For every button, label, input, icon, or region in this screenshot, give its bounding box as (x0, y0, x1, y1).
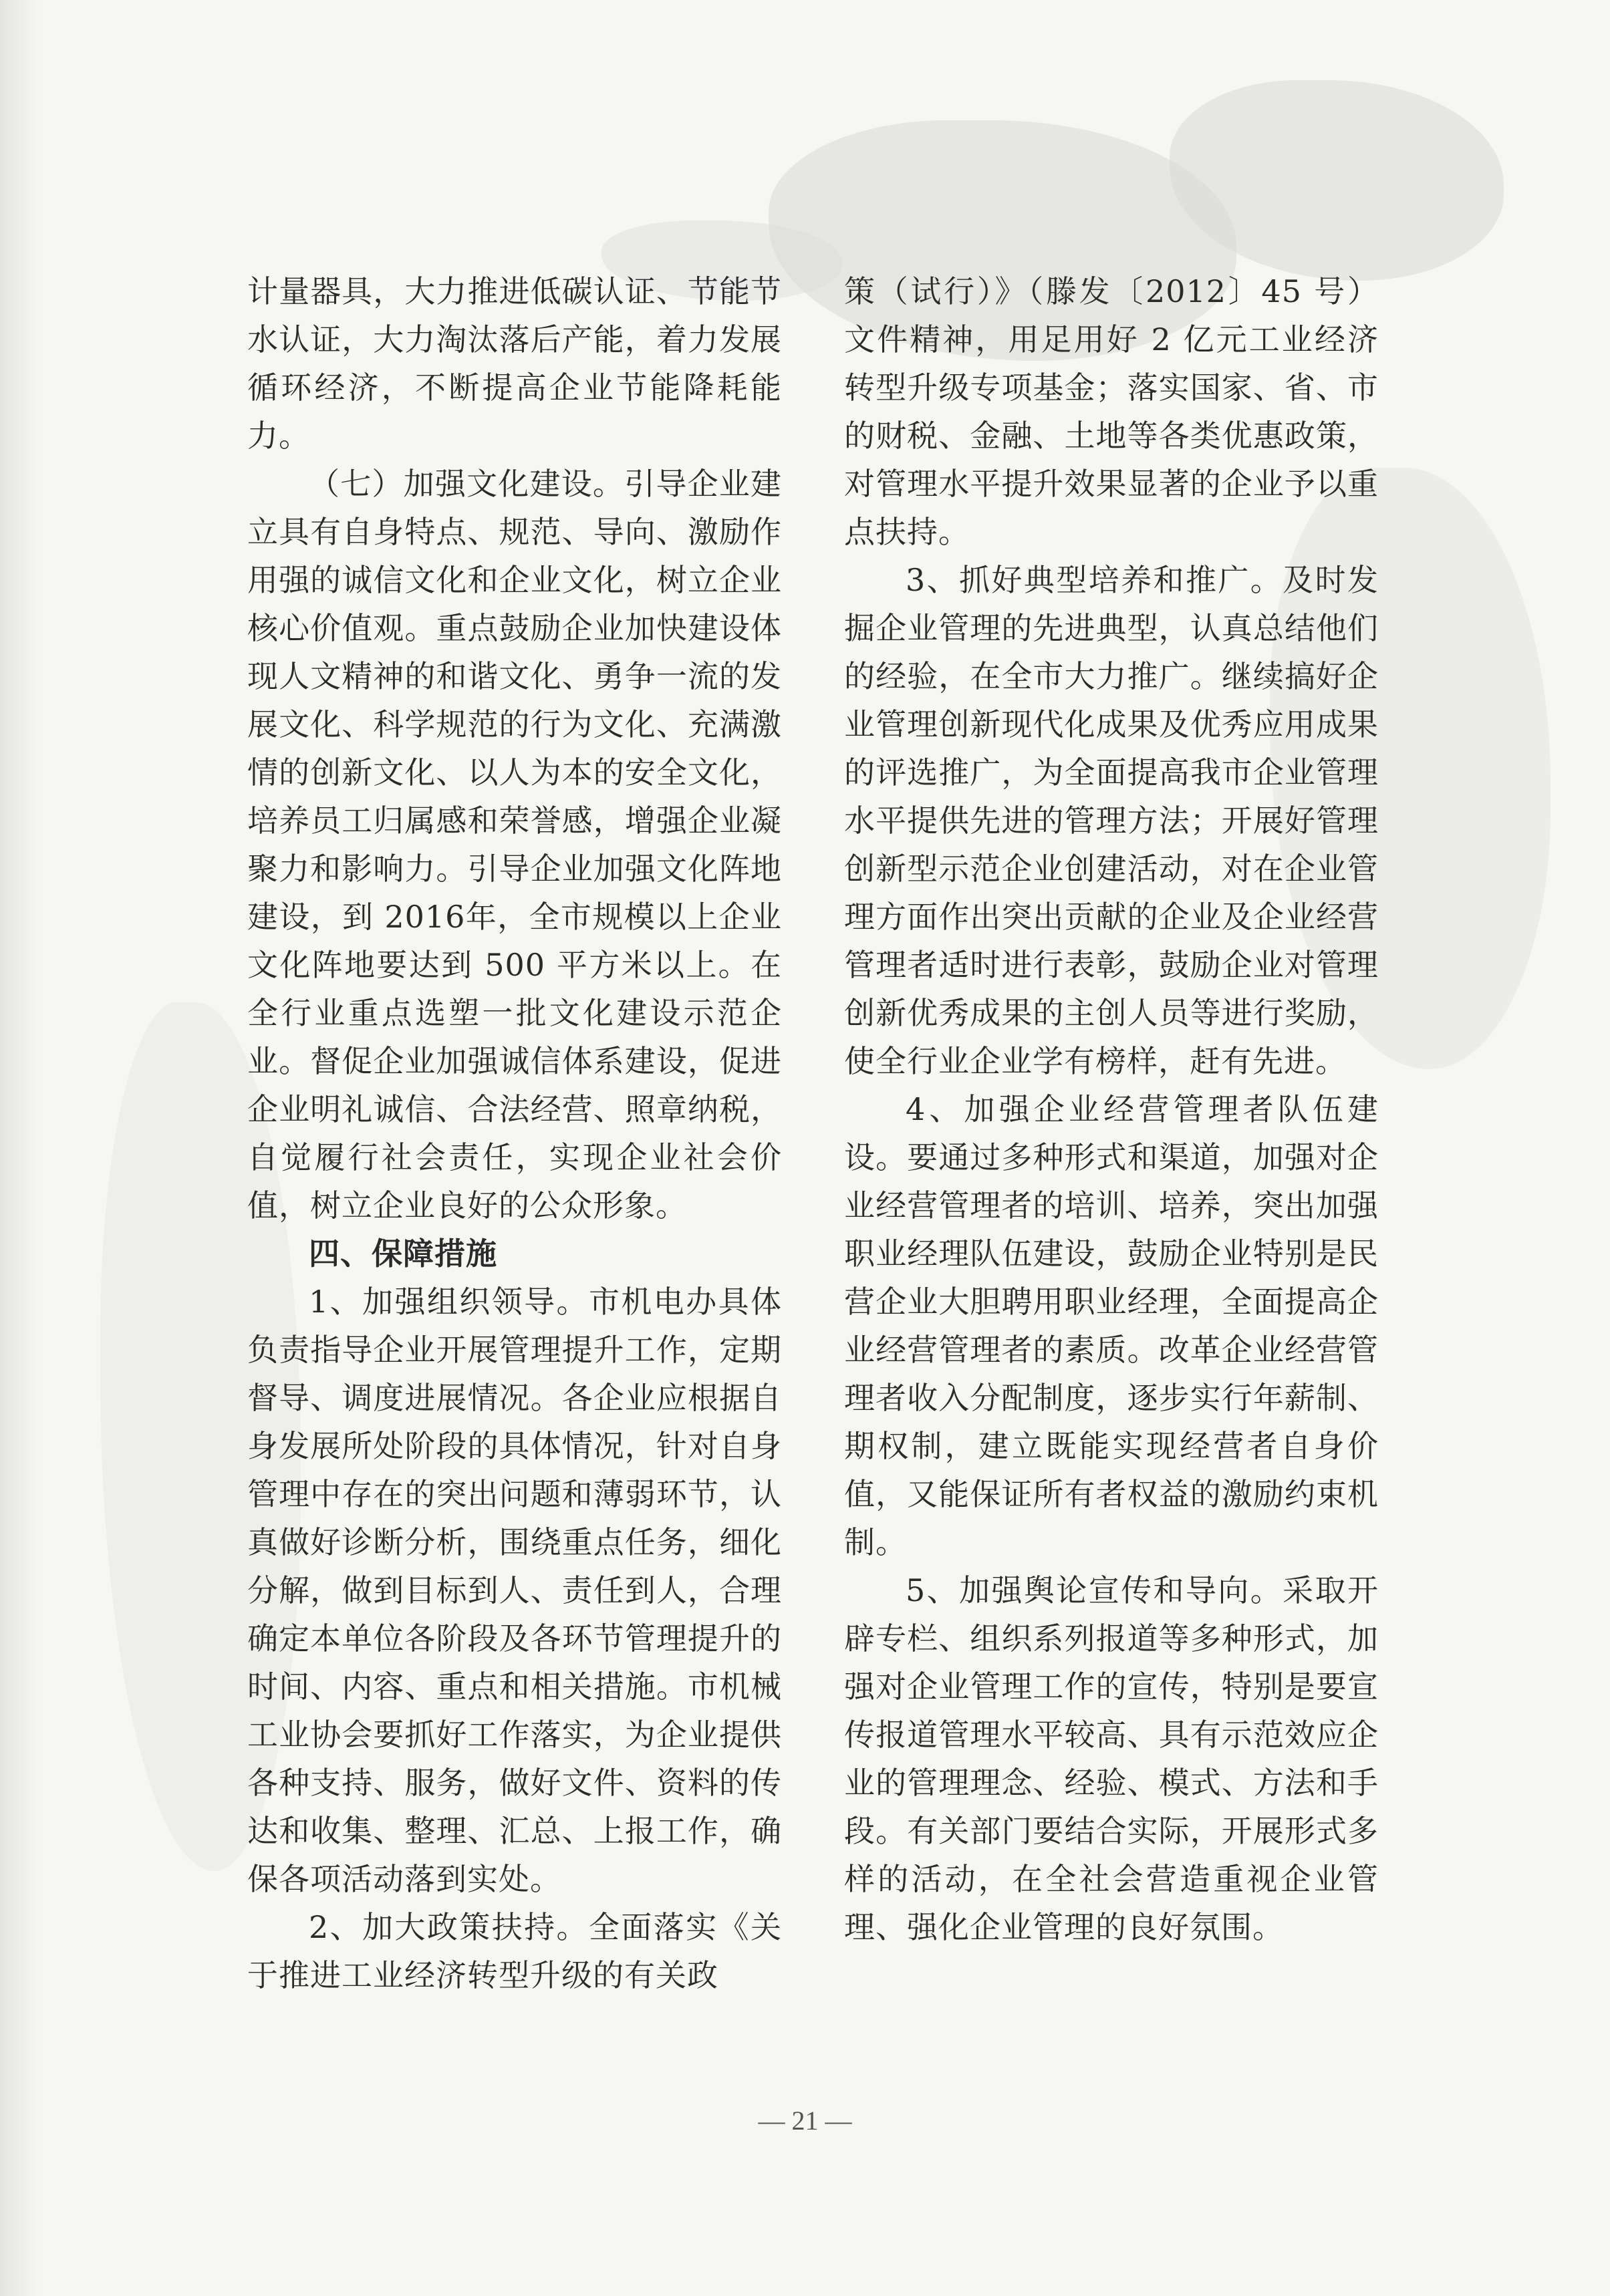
paragraph-culture-building: （七）加强文化建设。引导企业建立具有自身特点、规范、导向、激励作用强的诚信文化和企业文化，树立企业核心价值观。重点鼓励企业加快建设体现人文精神的和谐文化、勇争一流的发展文化、科学规范的行为文化、充满激情的创新文化、以人为本的安全文化，培养员工归属感和荣誉感，增强企业凝聚力和影响力。引导企业加强文化阵地建设，到 2016年，全市规模以上企业文化阵地要达到 500 平方米以上。在全行业重点选塑一批文化建设示范企业。督促企业加强诚信体系建设，促进企业明礼诚信、合法经营、照章纳税，自觉履行社会责任，实现企业社会价值，树立企业良好的公众形象。 (247, 466, 782, 1224)
page-number: — 21 — (758, 2106, 852, 2136)
paragraph-organization-leadership: 1、加强组织领导。市机电办具体负责指导企业开展管理提升工作，定期督导、调度进展情况。各企业应根据自身发展所处阶段的具体情况，针对自身管理中存在的突出问题和薄弱环节，认真做好诊断分析，围绕重点任务，细化分解，做到目标到人、责任到人，合理确定本单位各阶段及各环节管理提升的时间、内容、重点和相关措施。市机械工业协会要抓好工作落实，为企业提供各种支持、服务，做好文件、资料的传达和收集、整理、汇总、上报工作，确保各项活动落到实处。 (247, 1284, 782, 1897)
document-page (247, 267, 1383, 2085)
paragraph-management-team: 4、加强企业经营管理者队伍建设。要通过多种形式和渠道，加强对企业经营管理者的培训、培养，突出加强职业经理队伍建设，鼓励企业特别是民营企业大胆聘用职业经理，全面提高企业经营管理者的素质。改革企业经营管理者收入分配制度，逐步实行年薪制、期权制，建立既能实现经营者自身价值，又能保证所有者权益的激励约束机制。 (844, 1091, 1379, 1560)
right-column (844, 267, 1379, 2085)
paragraph-policy-support-start: 2、加大政策扶持。全面落实《关于推进工业经济转型升级的有关政 (247, 1909, 782, 1993)
paragraph-typical-promotion: 3、抓好典型培养和推广。及时发掘企业管理的先进典型，认真总结他们的经验，在全市大力推广。继续搞好企业管理创新现代化成果及优秀应用成果的评选推广，为全面提高我市企业管理水平提供先进的管理方法；开展好管理创新型示范企业创建活动，对在企业管理方面作出突出贡献的企业及企业经营管理者适时进行表彰，鼓励企业对管理创新优秀成果的主创人员等进行奖励，使全行业企业学有榜样，赶有先进。 (844, 562, 1379, 1079)
left-column (247, 267, 782, 2085)
paragraph-policy-support-continued: 策（试行）》（滕发〔2012〕45 号）文件精神，用足用好 2 亿元工业经济转型升级专项基金；落实国家、省、市的财税、金融、土地等各类优惠政策，对管理水平提升效果显著的企业予以重点扶持。 (844, 273, 1379, 550)
paragraph-public-opinion: 5、加强舆论宣传和导向。采取开辟专栏、组织系列报道等多种形式，加强对企业管理工作的宣传，特别是要宣传报道管理水平较高、具有示范效应企业的管理理念、经验、模式、方法和手段。有关部门要结合实际，开展形式多样的活动，在全社会营造重视企业管理、强化企业管理的良好氛围。 (844, 1572, 1379, 1945)
paragraph-continuation: 计量器具，大力推进低碳认证、节能节水认证，大力淘汰落后产能，着力发展循环经济，不断提高企业节能降耗能力。 (247, 273, 782, 454)
section-heading-safeguards: 四、保障措施 (309, 1236, 497, 1272)
scan-edge-shadow (0, 0, 40, 2296)
